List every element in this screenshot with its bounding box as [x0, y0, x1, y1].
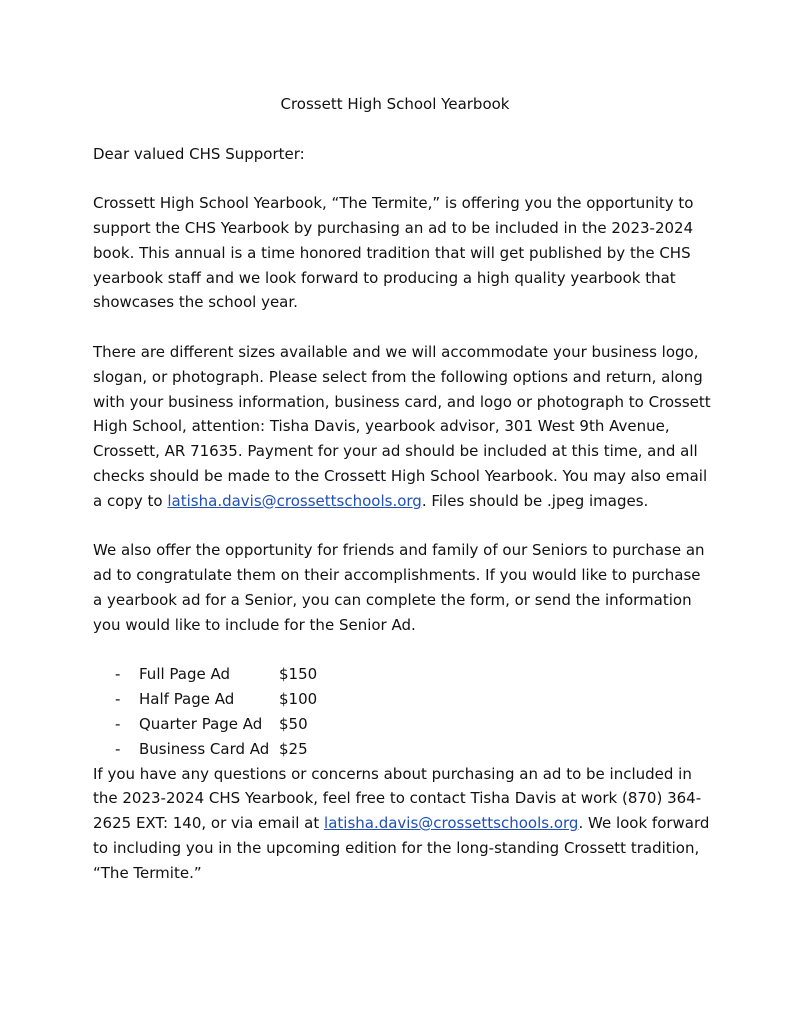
letter-body	[93, 92, 713, 910]
salutation: Dear valued CHS Supporter:	[93, 144, 305, 163]
list-item	[93, 737, 713, 762]
ad-option-price: $50	[279, 714, 308, 733]
list-bullet: -	[115, 665, 121, 684]
list-item	[93, 687, 713, 712]
ad-option-price: $100	[279, 690, 318, 709]
closing-paragraph	[93, 762, 713, 886]
ad-options-list	[93, 662, 713, 761]
ad-option-label: Quarter Page Ad	[139, 714, 263, 733]
list-bullet: -	[115, 690, 121, 709]
ad-option-label: Half Page Ad	[139, 690, 235, 709]
list-item	[93, 662, 713, 687]
instructions-text: There are different sizes available and we will accommodate your business logo, slogan, or photograph. Please select from the following options and return, along with your business information, business card, and logo or photograph to Crossett High School, attention: Tisha Davis, yearbook advisor, 301 West 9th Avenue, Crossett, AR 71635. Payment for your ad should be included at this time, and all checks should be made to the Crossett High School Yearbook. You may also email a copy to	[93, 342, 711, 510]
senior-ad-paragraph: We also offer the opportunity for friends and family of our Seniors to purchase an ad to congratulate them on their accomplishments. If you would like to purchase a yearbook ad for a Senior, you can complete the form, or send the information you would like to include for the Senior Ad.	[93, 541, 705, 634]
document-title: Crossett High School Yearbook	[280, 95, 510, 113]
ad-option-label: Full Page Ad	[139, 665, 231, 684]
closing-text-end: . We look forward to including you in the upcoming edition for the long-standing Crossett tradition, “The Termite.”	[93, 814, 710, 882]
ad-option-label: Business Card Ad	[139, 739, 270, 758]
instructions-text-end: . Files should be .jpeg images.	[421, 491, 649, 510]
list-item	[93, 712, 713, 737]
ad-option-price: $150	[279, 665, 318, 684]
email-link[interactable]: latisha.davis@crossettschools.org	[324, 814, 579, 833]
list-bullet: -	[115, 739, 121, 758]
instructions-paragraph	[93, 340, 713, 514]
email-link[interactable]: latisha.davis@crossettschools.org	[167, 491, 422, 510]
list-bullet: -	[115, 714, 121, 733]
ad-option-price: $25	[279, 739, 308, 758]
intro-paragraph: Crossett High School Yearbook, “The Termite,” is offering you the opportunity to support the CHS Yearbook by purchasing an ad to be included in the 2023-2024 book. This annual is a time honored tradition that will get published by the CHS yearbook staff and we look forward to producing a high quality yearbook that showcases the school year.	[93, 194, 694, 312]
closing-text: If you have any questions or concerns about purchasing an ad to be included in the 2023-2024 CHS Yearbook, feel free to contact Tisha Davis at work (870) 364-2625 EXT: 140, or via email at	[93, 764, 702, 833]
